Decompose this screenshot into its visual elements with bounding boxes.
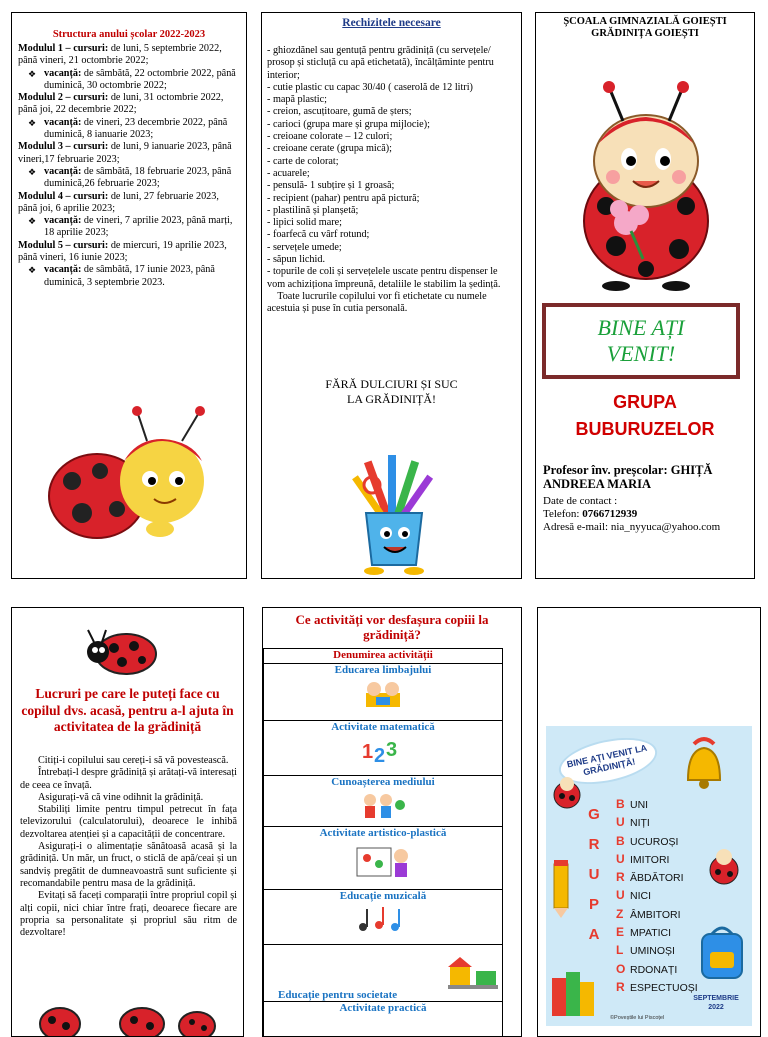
acrostic-letter: R (616, 869, 630, 886)
ladybug-small-icon (550, 776, 584, 810)
table-row (264, 890, 503, 945)
list-item: - creion, ascuțitoare, gumă de șters; (267, 106, 512, 118)
acrostic-row (616, 814, 736, 832)
vacation-dates: de vineri, 23 decembrie 2022, până duminică, 8 ianuarie 2023; (44, 117, 227, 140)
vacation-item (44, 68, 240, 93)
ladybugs-bottom-illustration (32, 1000, 232, 1037)
list-item: - creioane colorate – 12 culori; (267, 131, 512, 143)
group-poster (546, 726, 752, 1026)
module-dates: de luni, 31 octombrie 2022, până joi, 22 decembrie 2022; (18, 92, 223, 115)
pencil-cup-illustration (344, 455, 444, 577)
acrostic-letter: U (616, 851, 630, 868)
vacation-label: vacanță: (44, 215, 81, 226)
backpack-icon (696, 922, 748, 980)
table-row (264, 827, 503, 890)
tip-paragraph: Stabiliți limite pentru timpul petrecut în fața televizorului (calculatorului), deoarece le inhibă dezvoltarea atenției și a capacității de concentrare. (20, 804, 237, 841)
activity-cell (264, 1002, 503, 1037)
phone-number: 0766712939 (582, 508, 637, 520)
group-poster-panel (537, 607, 761, 1037)
modules-list (18, 43, 240, 289)
acrostic-word: UNI (630, 799, 648, 811)
supplies-panel (261, 12, 522, 579)
list-item: - lipici solid mare; (267, 217, 512, 229)
acrostic-row (616, 887, 736, 905)
welcome-line-2: VENIT! (546, 341, 736, 367)
module-item (18, 141, 240, 166)
no-sweets-line-2: LA GRĂDINIȚĂ! (262, 392, 521, 407)
activity-label: Activitate artistico-plastică (264, 827, 502, 839)
table-header: Denumirea activității (264, 649, 503, 664)
acrostic-word: UCUROȘI (630, 836, 678, 848)
group-letter: U (584, 860, 604, 890)
bullet-icon: ❖ (28, 117, 36, 129)
activities-panel (262, 607, 522, 1037)
pencil-character-icon (546, 858, 576, 918)
kids-playing-icon (358, 791, 408, 821)
module-dates: de miercuri, 19 aprilie 2023, până vineri, 16 iunie 2023; (18, 240, 227, 263)
tip-paragraph: Întrebați-l despre grădiniță și arătați-vă interesați de ceea ce învață. (20, 767, 237, 792)
vacation-item (44, 117, 240, 142)
activity-cell (264, 776, 503, 827)
module-label: Modulul 4 – cursuri: (18, 191, 108, 202)
teacher-name: Profesor înv. preșcolar: GHIȚĂ ANDREEA MARIA (543, 464, 749, 491)
acrostic-letter: B (616, 833, 630, 850)
vacation-item (44, 264, 240, 289)
ladybug-mascot-illustration (561, 81, 731, 291)
acrostic-word: RDONAȚI (630, 964, 677, 976)
street-scene-icon (448, 957, 498, 989)
activity-label: Cunoașterea mediului (264, 776, 502, 788)
acrostic-letter: U (616, 887, 630, 904)
group-name-line-1: GRUPA (536, 389, 754, 416)
group-letter: A (584, 920, 604, 950)
activity-label: Educarea limbajului (264, 664, 502, 676)
poster-group-letters (584, 800, 604, 950)
group-letter: G (584, 800, 604, 830)
vacation-item (44, 166, 240, 191)
kindergarten-name-line: GRĂDINIȚA GOIEȘTI (536, 28, 754, 40)
poster-welcome-text: BINE AȚI VENIT LA GRĂDINIȚĂ! (566, 743, 648, 778)
numbers-icon (358, 736, 408, 768)
contact-info (543, 495, 749, 534)
bullet-icon: ❖ (28, 68, 36, 80)
acrostic-word: UMINOȘI (630, 945, 675, 957)
svg-text:3: 3 (386, 739, 397, 761)
module-dates: de luni, 27 februarie 2023, până joi, 6 aprilie 2023; (18, 191, 219, 214)
vacation-label: vacanță: (44, 117, 81, 128)
activity-label: Activitate practică (264, 1002, 502, 1014)
school-year-panel (11, 12, 247, 579)
home-tips-heading: Lucruri pe care le puteți face cu copilul dvs. acasă, pentru a-l ajuta în activitatea de la grădiniță (16, 686, 239, 736)
acrostic-letter: U (616, 814, 630, 831)
acrostic-letter: O (616, 961, 630, 978)
module-item (18, 43, 240, 68)
svg-text:2: 2 (374, 745, 385, 767)
tip-paragraph: Asigurați-i o alimentație sănătoasă acasă și la grădiniță. Un măr, un fruct, o sticlă de apă/ceai și un sandviș pregătit de dumneavoastră sunt suficiente și recomandabile pentru masa de la grădiniță. (20, 841, 237, 890)
vacation-dates: de sâmbătă, 18 februarie 2023, până duminică,26 februarie 2023; (44, 166, 231, 189)
supplies-list (267, 45, 512, 316)
tip-paragraph: Asigurați-vă că vine odihnit la grădiniță. (20, 792, 237, 804)
activity-label: Educație muzicală (264, 890, 502, 902)
vacation-item (44, 215, 240, 240)
music-notes-icon (353, 905, 413, 935)
vacation-label: vacanță: (44, 264, 81, 275)
acrostic-letter: L (616, 942, 630, 959)
acrostic-row (616, 796, 736, 814)
list-item: - săpun lichid. (267, 254, 512, 266)
cover-panel (535, 12, 755, 579)
acrostic-word: NICI (630, 890, 651, 902)
module-label: Modulul 1 – cursuri: (18, 43, 108, 54)
ladybug-bee-illustration (42, 401, 222, 551)
home-tips-panel (11, 607, 244, 1037)
list-item: - foarfecă cu vârf rotund; (267, 229, 512, 241)
activity-cell (264, 664, 503, 721)
group-name (536, 389, 754, 443)
acrostic-letter: Z (616, 906, 630, 923)
welcome-text (546, 315, 736, 367)
no-sweets-line-1: FĂRĂ DULCIURI ȘI SUC (262, 377, 521, 392)
acrostic-word: NIȚI (630, 817, 650, 829)
activity-label: Activitate matematică (264, 721, 502, 733)
list-item: - acuarele; (267, 168, 512, 180)
list-item: - pensulă- 1 subțire și 1 groasă; (267, 180, 512, 192)
list-item: - mapă plastic; (267, 94, 512, 106)
module-item (18, 191, 240, 216)
bullet-icon: ❖ (28, 264, 36, 276)
list-item: - topurile de coli și servețelele uscate pentru dispenser le vom achiziționa împreună, detaliile le stabilim la ședință. (267, 266, 512, 291)
list-item: - plastilină și planșetă; (267, 205, 512, 217)
poster-date (686, 994, 746, 1012)
email-address[interactable]: nia_nyyuca@yahoo.com (611, 521, 720, 533)
ladybug-icon (84, 626, 164, 678)
vacation-dates: de vineri, 7 aprilie 2023, până marți, 18 aprilie 2023; (44, 215, 232, 238)
list-item: - cutie plastic cu capac 30/40 ( caserolă de 12 litri) (267, 82, 512, 94)
list-item: - carioci (grupa mare și grupa mijlocie); (267, 119, 512, 131)
table-row (264, 776, 503, 827)
supplies-title: Rechizitele necesare (262, 17, 521, 29)
table-row (264, 945, 503, 1002)
group-letter: P (584, 890, 604, 920)
vacation-label: vacanță: (44, 68, 81, 79)
acrostic-word: IMITORI (630, 854, 669, 866)
tip-paragraph: Evitați să faceți comparații între propriul copil și alți copii, nici chiar între frați, deoarece fiecare are propria sa personalitate și propriul său ritm de dezvoltare! (20, 890, 237, 939)
bell-icon (674, 734, 734, 794)
vacation-label: vacanță: (44, 166, 81, 177)
contact-label: Date de contact : (543, 495, 749, 508)
activity-cell (264, 827, 503, 890)
table-row (264, 664, 503, 721)
acrostic-word: ĂBDĂTORI (630, 872, 683, 884)
module-label: Modulul 2 – cursuri: (18, 92, 108, 103)
school-name-line: ȘCOALA GIMNAZIALĂ GOIEȘTI (536, 16, 754, 28)
email-label: Adresă e-mail: (543, 521, 611, 533)
group-name-line-2: BUBURUZELOR (536, 416, 754, 443)
module-item (18, 240, 240, 265)
vacation-dates: de sâmbătă, 22 octombrie 2022, până duminică, 30 octombrie 2022; (44, 68, 236, 91)
acrostic-letter: R (616, 979, 630, 996)
table-row (264, 1002, 503, 1037)
no-sweets-note (262, 377, 521, 407)
phone-label: Telefon: (543, 508, 582, 520)
svg-text:1: 1 (362, 741, 373, 763)
school-year-title: Structura anului școlar 2022-2023 (12, 29, 246, 40)
group-letter: R (584, 830, 604, 860)
welcome-line-1: BINE AȚI (546, 315, 736, 341)
acrostic-word: ESPECTUOȘI (630, 982, 698, 994)
vacation-dates: de sâmbătă, 17 iunie 2023, până duminică, 3 septembrie 2023. (44, 264, 215, 287)
acrostic-letter: B (616, 796, 630, 813)
acrostic-word: MPATICI (630, 927, 671, 939)
module-dates: de luni, 5 septembrie 2022, până vineri, 21 octombrie 2022; (18, 43, 222, 66)
kids-painting-icon (353, 842, 413, 882)
tip-paragraph: Citiți-i copilului sau cereți-i să vă povestească. (20, 755, 237, 767)
list-item: - recipient (pahar) pentru apă pictură; (267, 193, 512, 205)
poster-year: 2022 (686, 1003, 746, 1012)
phone-line (543, 508, 749, 521)
list-item: - servețele umede; (267, 242, 512, 254)
list-item: - ghiozdănel sau gentuță pentru grădiniță (cu servețele/ prosop și sticluță cu apă etichetată), încălțăminte pentru interior; (267, 45, 512, 82)
module-item (18, 92, 240, 117)
kids-reading-icon (358, 679, 408, 711)
welcome-box (542, 303, 740, 379)
poster-credit: ©Poveștile lui Piscoțel (610, 1015, 664, 1021)
books-icon (548, 958, 608, 1018)
list-item: - carte de colorat; (267, 156, 512, 168)
acrostic-letter: E (616, 924, 630, 941)
module-label: Modulul 5 – cursuri: (18, 240, 108, 251)
email-line (543, 521, 749, 534)
acrostic-word: ÂMBITORI (630, 909, 681, 921)
activities-table (263, 648, 503, 1037)
activity-cell (264, 890, 503, 945)
table-header-row (264, 649, 503, 664)
module-dates: de luni, 9 ianuarie 2023, până vineri,17 februarie 2023; (18, 141, 232, 164)
activity-cell (264, 721, 503, 776)
table-row (264, 721, 503, 776)
activity-cell (264, 945, 503, 1002)
bullet-icon: ❖ (28, 215, 36, 227)
activities-heading: Ce activități vor desfașura copiii la grădiniță? (267, 612, 517, 642)
activity-label: Educație pentru societate (264, 989, 502, 1001)
module-label: Modulul 3 – cursuri: (18, 141, 108, 152)
ladybug-small-icon (704, 846, 744, 886)
poster-month: SEPTEMBRIE (686, 994, 746, 1003)
home-tips-body (20, 755, 237, 939)
school-name (536, 16, 754, 40)
bullet-icon: ❖ (28, 166, 36, 178)
list-item: Toate lucrurile copilului vor fi etichetate cu numele acestuia și puse în cutia personală. (267, 291, 512, 316)
list-item: - creioane cerate (grupa mică); (267, 143, 512, 155)
